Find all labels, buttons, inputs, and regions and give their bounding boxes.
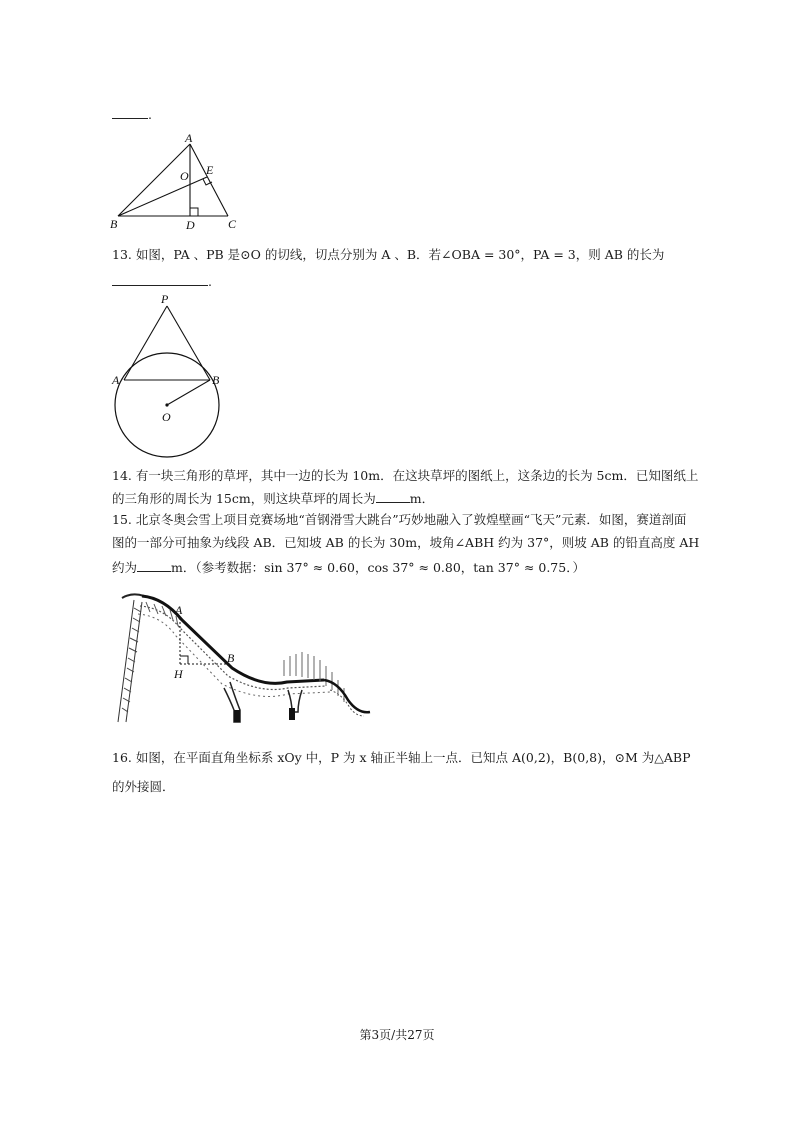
q14-answer-blank <box>376 488 410 503</box>
q12-triangle-figure <box>110 132 250 232</box>
q15-ski-jump-figure <box>112 590 374 726</box>
q13-answer-blank <box>112 271 208 286</box>
q16-line-1: 16. 如图，在平面直角坐标系 xOy 中，P 为 x 轴正半轴上一点．已知点 A(0,2)，B(0,8)，⊙M 为△ABP <box>112 750 691 765</box>
q15-line-3: 约为 m．（参考数据：sin 37° ≈ 0.60，cos 37° ≈ 0.80，tan 37° ≈ 0.75．） <box>112 557 585 578</box>
q12-label-B: B <box>110 217 118 231</box>
q13-tangent-circle-figure <box>108 290 228 458</box>
q13-label-P: P <box>161 292 169 306</box>
q12-label-C: C <box>228 217 237 231</box>
q12-label-A: A <box>185 132 193 145</box>
q15-label-B: B <box>227 651 235 665</box>
q15-label-A: A <box>175 603 183 617</box>
q15-answer-blank <box>137 557 171 572</box>
q16-line-2: 的外接圆． <box>112 779 175 794</box>
q14-line-1: 14. 有一块三角形的草坪，其中一边的长为 10m．在这块草坪的图纸上，这条边的长为 5cm．已知图纸上 <box>112 468 699 483</box>
q12-label-D: D <box>186 218 195 232</box>
q12-answer-blank <box>112 104 148 119</box>
q14-line-2: 的三角形的周长为 15cm，则这块草坪的周长为 m． <box>112 488 434 509</box>
q13-line-2: . <box>112 271 212 292</box>
q13-line-1: 13. 如图，PA 、PB 是⊙O 的切线，切点分别为 A 、B．若∠OBA = 30°，PA = 3，则 AB 的长为 <box>112 247 665 262</box>
q13-label-O: O <box>162 410 171 424</box>
q13-label-B: B <box>212 373 220 387</box>
q15-label-H: H <box>174 667 183 681</box>
q12-label-E: E <box>206 163 214 177</box>
q15-line-1: 15. 北京冬奥会雪上项目竞赛场地“首钢滑雪大跳台”巧妙地融入了敦煌壁画“飞天”元素．如图，赛道剖面 <box>112 512 687 527</box>
q15-line-2: 图的一部分可抽象为线段 AB．已知坡 AB 的长为 30m，坡角∠ABH 约为 37°，则坡 AB 的铅直高度 AH <box>112 535 700 550</box>
page-footer: 第3页/共27页 <box>359 1028 435 1042</box>
q12-answer-line: . <box>112 104 152 125</box>
q13-label-A: A <box>112 373 120 387</box>
q12-label-O: O <box>180 169 189 183</box>
